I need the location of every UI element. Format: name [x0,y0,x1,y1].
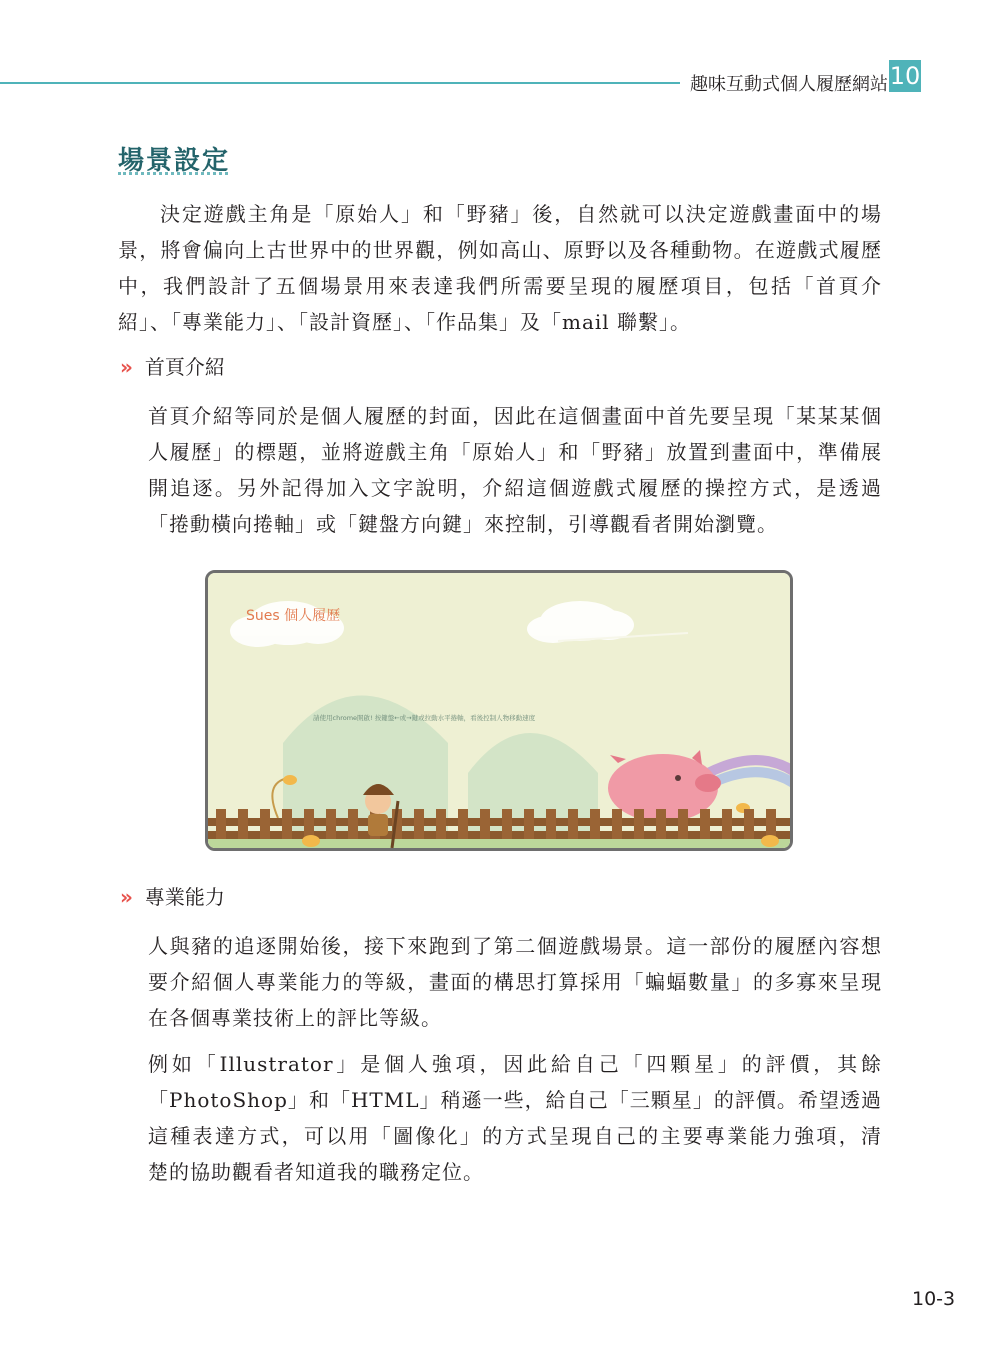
bullet-marker-icon: » [120,885,133,909]
bullet-item-home [120,352,225,382]
paragraph-line: 楚的協助觀看者知道我的職務定位。 [148,1160,484,1184]
chapter-title: 趣味互動式個人履歷網站 [690,74,888,95]
section-title: 場景設定 [118,146,231,176]
bullet-marker-icon: » [120,355,133,379]
paragraph-line: 這種表達方式，可以用「圖像化」的方式呈現自己的主要專業能力強項，清 [148,1124,882,1148]
skills-example-paragraph [148,1046,882,1190]
bullet-heading: 首頁介紹 [144,355,225,379]
game-instruction-text: 請使用chrome開啟! 按鍵盤←或→鍵或拉動水平捲軸，看後控制人物移動速度 [313,714,536,722]
skills-paragraph: 人與豬的追逐開始後，接下來跑到了第二個遊戲場景。這一部份的履歷內容想要介紹個人專業能力的等級，畫面的構思打算採用「蝙蝠數量」的多寡來呈現在各個專業技術上的評比等級。 [148,934,882,1030]
bullet-heading: 專業能力 [144,885,225,909]
paragraph-line: 「PhotoShop」和「HTML」稍遜一些，給自己「三顆星」的評價。希望透過 [148,1088,882,1112]
game-screenshot [205,570,793,851]
intro-paragraph: 決定遊戲主角是「原始人」和「野豬」後，自然就可以決定遊戲畫面中的場景，將會偏向上古世界中的世界觀，例如高山、原野以及各種動物。在遊戲式履歷中，我們設計了五個場景用來表達我們所需要呈現的履歷項目，包括「首頁介紹」、「專業能力」、「設計資歷」、「作品集」及「mail 聯繫」。 [118,202,882,334]
game-title: Sues 個人履歷 [246,608,341,624]
paragraph-line: 例如「Illustrator」是個人強項，因此給自己「四顆星」的評價，其餘 [148,1052,882,1076]
header-rule [0,82,680,84]
bullet-item-skills [120,882,225,912]
page-number: 10-3 [912,1288,956,1310]
chapter-number-badge: 10 [889,62,921,90]
home-paragraph: 首頁介紹等同於是個人履歷的封面，因此在這個畫面中首先要呈現「某某某個人履歷」的標題，並將遊戲主角「原始人」和「野豬」放置到畫面中，準備展開追逐。另外記得加入文字說明，介紹這個遊戲式履歷的操控方式，是透過「捲動橫向捲軸」或「鍵盤方向鍵」來控制，引導觀看者開始瀏覽。 [148,404,882,536]
section-title-underline [118,172,228,175]
